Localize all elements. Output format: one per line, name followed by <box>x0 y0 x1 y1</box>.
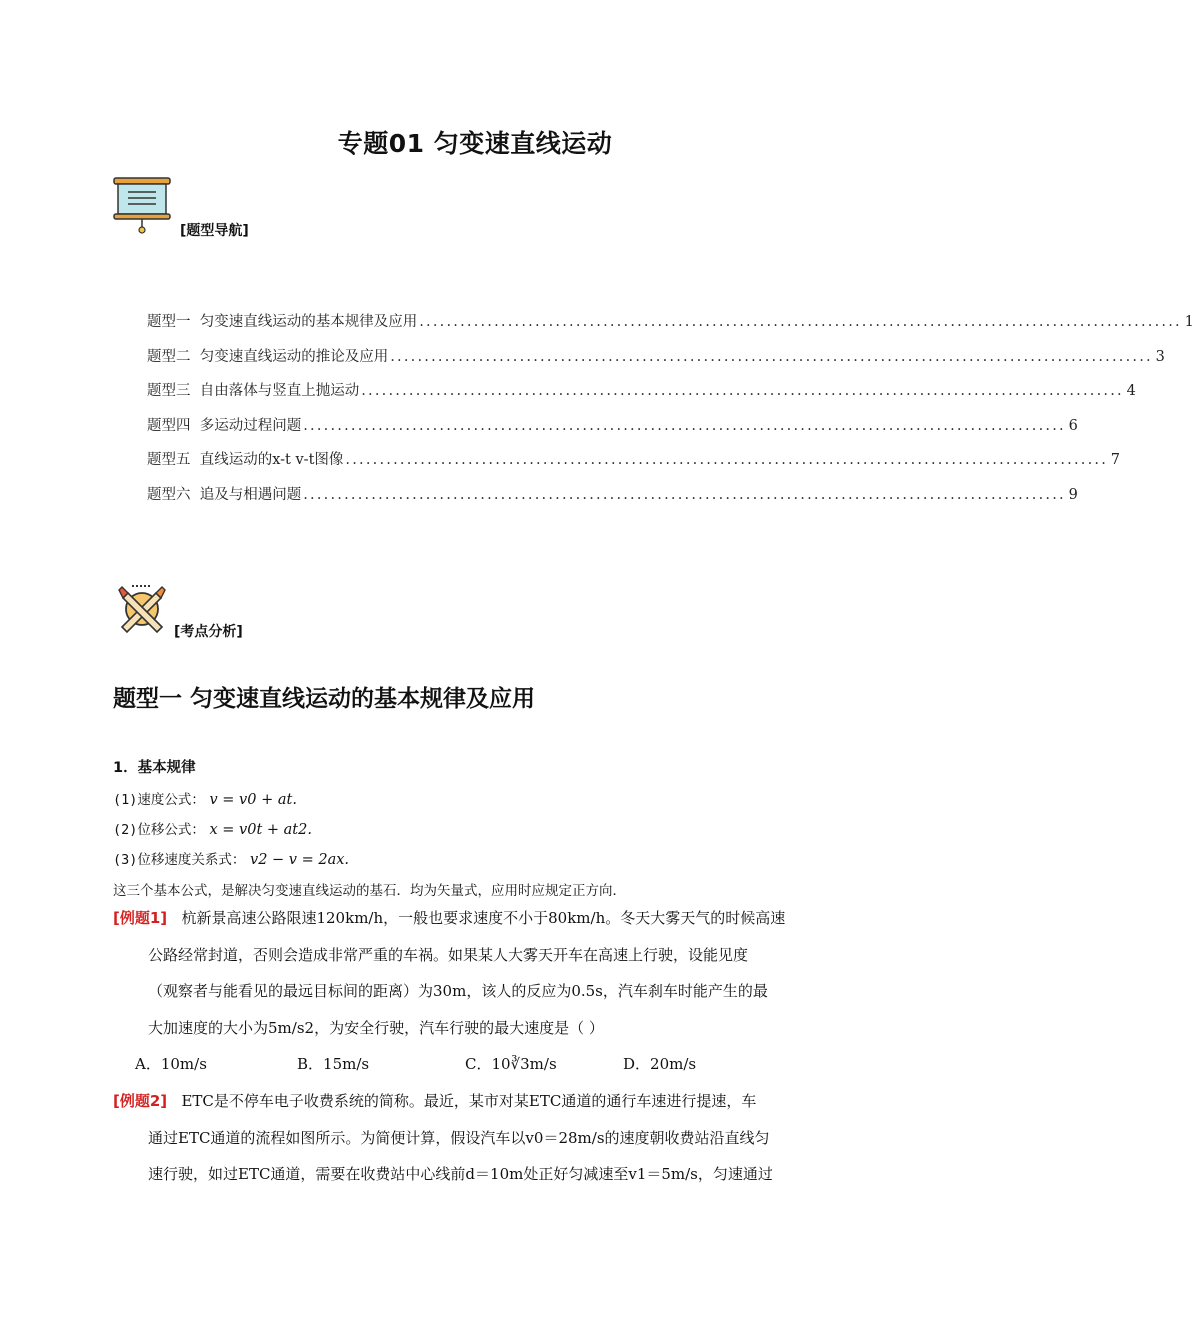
example-line: （观察者与能看见的最远目标间的距离）为30m，该人的反应为0.5s，汽车刹车时能产生的最 <box>148 982 768 1000</box>
example-line: 速行驶，如过ETC通道，需要在收费站中心线前d＝10m处正好匀减速至v1＝5m/s，匀速通过 <box>148 1165 773 1183</box>
example-line: ETC是不停车电子收费系统的简称。最近，某市对某ETC通道的通行车速进行提速，车 <box>181 1092 757 1110</box>
analysis-label: [考点分析] <box>174 624 243 640</box>
choice-text: 10m/s <box>160 1055 207 1073</box>
toc-item[interactable] <box>147 483 1078 518</box>
toc-item-page: 4 <box>1126 383 1136 399</box>
example-2 <box>113 1083 773 1193</box>
example-line: 大加速度的大小为5m/s2，为安全行驶，汽车行驶的最大速度是（ ） <box>148 1018 604 1037</box>
toc-leader-dots: ................................................................................................................ <box>345 452 1109 468</box>
toc-item[interactable] <box>147 414 1078 449</box>
choice-b[interactable] <box>297 1053 369 1074</box>
toc-item-label: 题型六 追及与相遇问题 <box>147 486 302 503</box>
toc-item-page: 1 <box>1184 314 1194 330</box>
toc-item[interactable] <box>147 310 1194 345</box>
choice-text: 20m/s <box>650 1055 697 1073</box>
toc-leader-dots: ................................................................................................................ <box>303 417 1066 434</box>
choice-key: A． <box>135 1055 161 1073</box>
toc-item[interactable] <box>147 379 1136 414</box>
formula-expression: v2 − v = 2ax. <box>250 852 350 868</box>
scroll-board-icon <box>112 177 174 235</box>
toc-leader-dots: ................................................................................................................ <box>390 348 1153 365</box>
table-of-contents <box>147 310 1194 517</box>
formula-displacement <box>113 818 312 838</box>
toc-item[interactable] <box>147 448 1121 483</box>
toc-item[interactable] <box>147 345 1165 380</box>
formula-prefix: (3)位移速度关系式： <box>113 852 246 868</box>
formula-note: 这三个基本公式，是解决匀变速直线运动的基石．均为矢量式，应用时应规定正方向． <box>113 883 626 899</box>
choice-key: C． <box>465 1055 492 1073</box>
formula-prefix: (1)速度公式： <box>113 792 205 808</box>
toc-item-label: 题型四 多运动过程问题 <box>147 417 302 434</box>
choice-text: 10∛3m/s <box>491 1055 557 1073</box>
toc-item-page: 6 <box>1068 417 1078 434</box>
nav-label: [题型导航] <box>180 223 249 239</box>
section-heading: 题型一 匀变速直线运动的基本规律及应用 <box>113 686 536 712</box>
toc-item-label: 题型一 匀变速直线运动的基本规律及应用 <box>147 314 418 330</box>
choice-text: 15m/s <box>323 1055 370 1073</box>
choice-a[interactable] <box>135 1053 207 1074</box>
example-tag: [例题1] <box>113 909 168 927</box>
toc-leader-dots: ................................................................................................................ <box>361 383 1124 399</box>
choice-key: B． <box>297 1055 324 1073</box>
choice-d[interactable] <box>623 1053 696 1074</box>
subheading: 1．基本规律 <box>113 760 196 776</box>
crossed-pencils-icon <box>116 583 168 633</box>
toc-item-page: 7 <box>1110 452 1121 468</box>
toc-item-label: 题型二 匀变速直线运动的推论及应用 <box>147 348 389 365</box>
toc-item-label: 题型五 直线运动的x-t v-t图像 <box>147 452 344 468</box>
toc-item-page: 3 <box>1155 348 1165 365</box>
formula-expression: v = v0 + at. <box>209 792 297 808</box>
example-1 <box>113 900 785 1046</box>
formula-expression: x = v0t + at2. <box>209 822 312 838</box>
example-line: 通过ETC通道的流程如图所示。为简便计算，假设汽车以v0＝28m/s的速度朝收费站沿直线匀 <box>148 1128 770 1147</box>
toc-leader-dots: ................................................................................................................ <box>419 314 1182 330</box>
formula-prefix: (2)位移公式： <box>113 822 205 838</box>
choice-c[interactable] <box>465 1053 557 1074</box>
formula-velocity <box>113 788 297 808</box>
example-line: 公路经常封道，否则会造成非常严重的车祸。如果某人大雾天开车在高速上行驶，设能见度 <box>148 945 749 964</box>
answer-choices <box>135 1053 835 1077</box>
example-tag: [例题2] <box>113 1092 168 1110</box>
toc-item-page: 9 <box>1068 486 1078 503</box>
choice-key: D． <box>623 1055 651 1073</box>
toc-leader-dots: ................................................................................................................ <box>303 486 1066 503</box>
example-line: 杭新景高速公路限速120km/h，一般也要求速度不小于80km/h。冬天大雾天气的时候高速 <box>181 909 786 927</box>
toc-item-label: 题型三 自由落体与竖直上抛运动 <box>147 383 360 399</box>
formula-velocity-displacement <box>113 848 349 868</box>
page-title: 专题01 匀变速直线运动 <box>337 129 613 158</box>
